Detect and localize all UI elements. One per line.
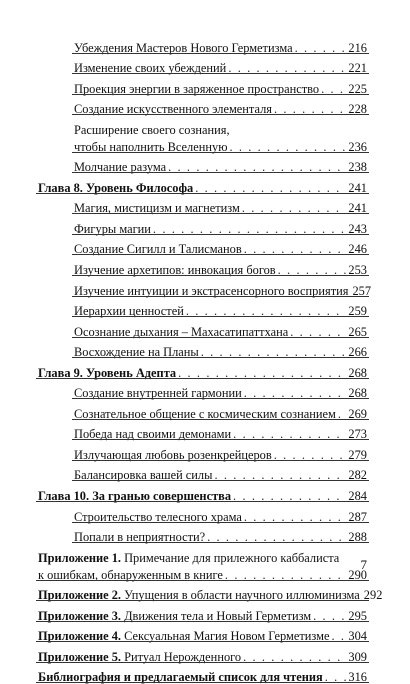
appendix-title bbox=[38, 588, 360, 602]
toc-appendix bbox=[38, 623, 367, 644]
dot-leader bbox=[244, 386, 347, 400]
appendix-name: Движения тела и Новый Герметизм bbox=[121, 608, 312, 623]
toc-appendix-line1 bbox=[38, 544, 367, 565]
entry-page: 238 bbox=[348, 160, 367, 175]
entry-page: 243 bbox=[348, 221, 367, 236]
entry-page: 292 bbox=[363, 588, 383, 603]
appendix-title bbox=[38, 609, 311, 623]
entry-page: 257 bbox=[352, 283, 372, 298]
entry-page: 316 bbox=[348, 670, 367, 684]
entry-page: 241 bbox=[348, 201, 367, 216]
toc-entry bbox=[74, 96, 367, 117]
entry-title: Фигуры магии bbox=[74, 221, 151, 236]
toc-entry bbox=[74, 318, 367, 339]
entry-page: 241 bbox=[348, 180, 367, 195]
entry-title: Создание Сигилл и Талисманов bbox=[74, 242, 242, 257]
entry-title: Балансировка вашей силы bbox=[74, 468, 213, 483]
dot-leader bbox=[207, 530, 346, 544]
appendix-label: Приложение 3. bbox=[38, 608, 121, 623]
entry-page: 287 bbox=[348, 509, 367, 524]
appendix-title bbox=[38, 551, 339, 565]
entry-page: 216 bbox=[348, 40, 367, 55]
table-of-contents bbox=[0, 34, 410, 684]
dot-leader bbox=[233, 427, 346, 441]
bibliography-title: Библиография и предлагаемый список для чтения bbox=[38, 670, 323, 684]
dot-leader bbox=[243, 650, 346, 664]
entry-page: 295 bbox=[348, 608, 367, 623]
toc-chapter bbox=[38, 359, 367, 380]
chapter-title: Глава 8. Уровень Философа bbox=[38, 180, 194, 195]
entry-title: Сознательное общение с космическим сознанием bbox=[74, 406, 336, 421]
dot-leader bbox=[321, 82, 346, 96]
entry-title: Победа над своими демонами bbox=[74, 427, 232, 442]
entry-title: Создание искусственного элементаля bbox=[74, 102, 272, 117]
toc-entry bbox=[74, 154, 367, 175]
entry-page: 265 bbox=[348, 324, 367, 339]
entry-page: 288 bbox=[348, 530, 367, 545]
dot-leader bbox=[214, 468, 346, 482]
entry-title: Убеждения Мастеров Нового Герметизма bbox=[74, 40, 293, 55]
toc-entry bbox=[74, 380, 367, 401]
appendix-label: Приложение 5. bbox=[38, 649, 121, 664]
dot-leader bbox=[229, 140, 346, 154]
dot-leader bbox=[201, 345, 347, 359]
toc-appendix bbox=[38, 643, 367, 664]
entry-page: 279 bbox=[348, 447, 367, 462]
appendix-name-continued: к ошибкам, обнаруженным в книге bbox=[38, 567, 223, 582]
toc-entry bbox=[74, 256, 367, 277]
dot-leader bbox=[295, 41, 347, 55]
entry-title: Изменение своих убеждений bbox=[74, 61, 227, 76]
dot-leader bbox=[195, 181, 346, 195]
entry-title: Осознание дыхания – Махасатипаттхана bbox=[74, 324, 289, 339]
entry-page: 284 bbox=[348, 489, 367, 504]
dot-leader bbox=[233, 489, 346, 503]
toc-entry bbox=[74, 462, 367, 483]
entry-title: Строительство телесного храма bbox=[74, 509, 242, 524]
toc-entry-line2 bbox=[74, 137, 367, 154]
toc-entry bbox=[74, 195, 367, 216]
entry-page: 246 bbox=[348, 242, 367, 257]
dot-leader bbox=[244, 510, 347, 524]
entry-page: 268 bbox=[348, 386, 367, 401]
toc-entry-line1 bbox=[74, 116, 367, 137]
entry-page: 273 bbox=[348, 427, 367, 442]
toc-entry bbox=[74, 524, 367, 545]
toc-entry bbox=[74, 277, 372, 298]
toc-entry bbox=[74, 236, 367, 257]
appendix-label: Приложение 4. bbox=[38, 629, 121, 644]
toc-bibliography bbox=[38, 664, 367, 684]
dot-leader bbox=[178, 366, 346, 380]
dot-leader bbox=[186, 304, 347, 318]
dot-leader bbox=[228, 61, 346, 75]
toc-entry bbox=[74, 503, 367, 524]
toc-entry bbox=[74, 339, 367, 360]
toc-entry bbox=[74, 34, 367, 55]
entry-page: 290 bbox=[348, 567, 367, 582]
toc-appendix bbox=[38, 602, 367, 623]
entry-page: 221 bbox=[348, 61, 367, 76]
entry-page: 236 bbox=[348, 139, 367, 154]
entry-page: 266 bbox=[348, 345, 367, 360]
entry-page: 309 bbox=[348, 649, 367, 664]
entry-title: Изучение интуиции и экстрасенсорного восприятия bbox=[74, 283, 349, 298]
dot-leader bbox=[338, 407, 347, 421]
dot-leader bbox=[313, 609, 346, 623]
appendix-label: Приложение 2. bbox=[38, 588, 121, 603]
entry-title: Изучение архетипов: инвокация богов bbox=[74, 263, 276, 278]
toc-chapter bbox=[38, 482, 367, 503]
toc-entry bbox=[74, 421, 367, 442]
appendix-title bbox=[38, 629, 329, 643]
dot-leader bbox=[168, 160, 346, 174]
entry-page: 269 bbox=[348, 406, 367, 421]
appendix-name: Сексуальная Магия Новом Герметизме bbox=[121, 629, 330, 644]
dot-leader bbox=[331, 629, 346, 643]
toc-entry bbox=[74, 75, 367, 96]
toc-entry bbox=[74, 215, 367, 236]
toc-appendix-line2 bbox=[38, 565, 367, 582]
toc-entry bbox=[74, 400, 367, 421]
entry-title: Восхождение на Планы bbox=[74, 345, 199, 360]
entry-page: 253 bbox=[348, 263, 367, 278]
toc-entry bbox=[74, 298, 367, 319]
dot-leader bbox=[225, 568, 346, 582]
dot-leader bbox=[244, 242, 347, 256]
chapter-title: Глава 10. За гранью совершенства bbox=[38, 489, 232, 504]
appendix-name: Упущения в области научного иллюминизма bbox=[121, 588, 360, 603]
page-number: 7 bbox=[360, 557, 367, 572]
dot-leader bbox=[290, 325, 346, 339]
entry-page: 282 bbox=[348, 468, 367, 483]
dot-leader bbox=[274, 102, 346, 116]
appendix-name: Примечание для прилежного каббалиста bbox=[121, 550, 340, 565]
appendix-label: Приложение 1. bbox=[38, 550, 121, 565]
dot-leader bbox=[325, 670, 347, 684]
entry-page: 259 bbox=[348, 304, 367, 319]
entry-page: 228 bbox=[348, 102, 367, 117]
entry-title: Расширение своего сознания, bbox=[74, 122, 230, 137]
entry-title: Магия, мистицизм и магнетизм bbox=[74, 201, 240, 216]
entry-title-continued: чтобы наполнить Вселенную bbox=[74, 139, 228, 154]
entry-page: 268 bbox=[348, 365, 367, 380]
entry-page: 225 bbox=[348, 81, 367, 96]
toc-chapter bbox=[38, 174, 367, 195]
appendix-title bbox=[38, 650, 241, 664]
entry-page: 304 bbox=[348, 629, 367, 644]
chapter-title: Глава 9. Уровень Адепта bbox=[38, 365, 177, 380]
dot-leader bbox=[278, 263, 347, 277]
dot-leader bbox=[274, 448, 347, 462]
entry-title: Иерархии ценностей bbox=[74, 304, 184, 319]
entry-title: Попали в неприятности? bbox=[74, 530, 206, 545]
entry-title: Проекция энергии в заряженное пространство bbox=[74, 81, 320, 96]
entry-title: Излучающая любовь розенкрейцеров bbox=[74, 447, 272, 462]
dot-leader bbox=[242, 201, 347, 215]
appendix-name: Ритуал Нерожденного bbox=[121, 649, 242, 664]
entry-title: Молчание разума bbox=[74, 160, 167, 175]
toc-entry bbox=[74, 55, 367, 76]
toc-entry bbox=[74, 441, 367, 462]
dot-leader bbox=[153, 222, 346, 236]
entry-title: Создание внутренней гармонии bbox=[74, 386, 242, 401]
